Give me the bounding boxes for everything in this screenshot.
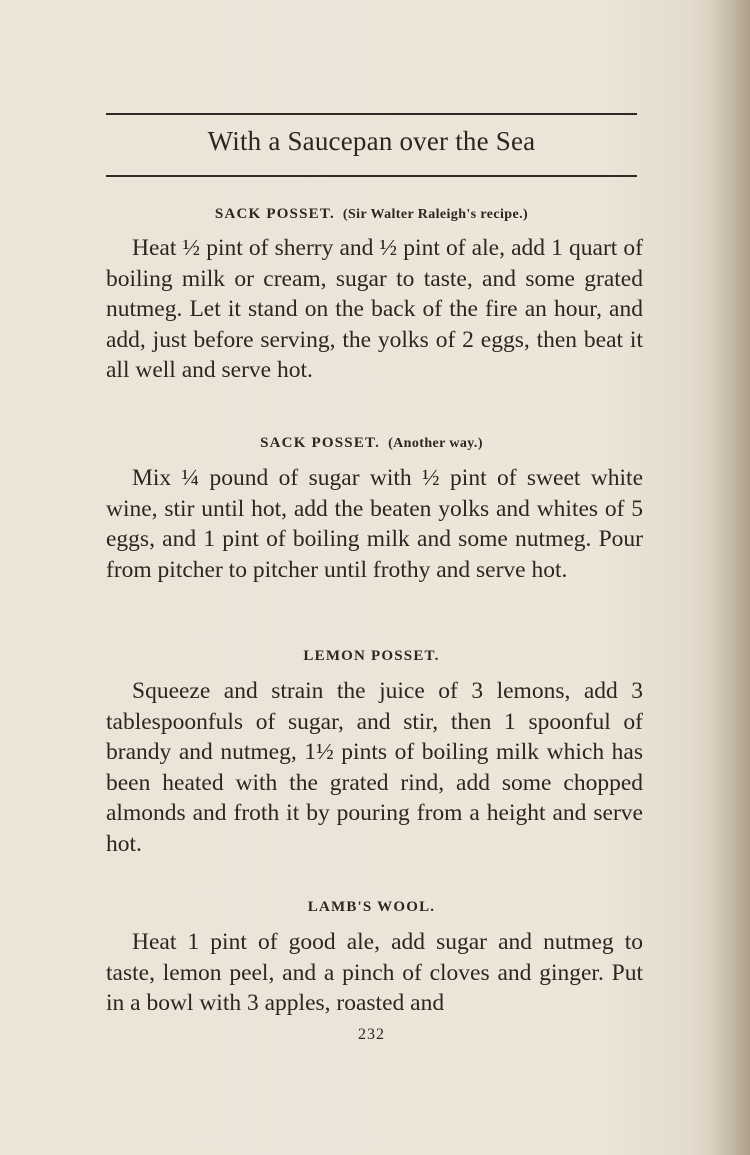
recipe-title: LEMON POSSET.: [303, 648, 440, 664]
recipe-title: SACK POSSET.: [214, 206, 335, 222]
recipe-body: Heat ½ pint of sherry and ½ pint of ale, add 1 quart of boiling milk or cream, sugar to taste, and some grated nutmeg. Let it stand on the back of the fire an hour, and add, just before serving, the yolks of 2 eggs, then beat it all well and serve hot.: [106, 235, 643, 383]
recipe-heading: [106, 206, 637, 223]
recipe-title: SACK POSSET.: [260, 435, 381, 451]
recipe-heading: [106, 899, 637, 916]
page-number: 232: [358, 1026, 385, 1043]
recipe-body: Mix ¼ pound of sugar with ½ pint of sweet white wine, stir until hot, add the beaten yolks and whites of 5 eggs, and 1 pint of boiling milk and some nutmeg. Pour from pitcher to pitcher until frothy and serve hot.: [106, 465, 643, 583]
recipe-title: LAMB'S WOOL.: [307, 899, 436, 915]
header-rule-top: [106, 113, 637, 115]
spine-shadow: [708, 0, 750, 1155]
recipe-heading: [106, 648, 637, 665]
header-rule-bottom: [106, 175, 637, 177]
recipe-body: Squeeze and strain the juice of 3 lemons, add 3 tablespoonfuls of sugar, and stir, then 1 spoonful of brandy and nutmeg, 1½ pints of boiling milk which has been heated with the grated rind, add some chopped almonds and froth it by pouring from a height and serve hot.: [106, 678, 643, 857]
recipe-heading: [106, 435, 637, 452]
recipe-subtitle: (Sir Walter Raleigh's recipe.): [342, 207, 529, 222]
recipe-body: Heat 1 pint of good ale, add sugar and nutmeg to taste, lemon peel, and a pinch of cloves and ginger. Put in a bowl with 3 apples, roasted and: [106, 929, 643, 1016]
recipe-subtitle: (Another way.): [388, 436, 483, 451]
running-head: With a Saucepan over the Sea: [207, 126, 536, 156]
